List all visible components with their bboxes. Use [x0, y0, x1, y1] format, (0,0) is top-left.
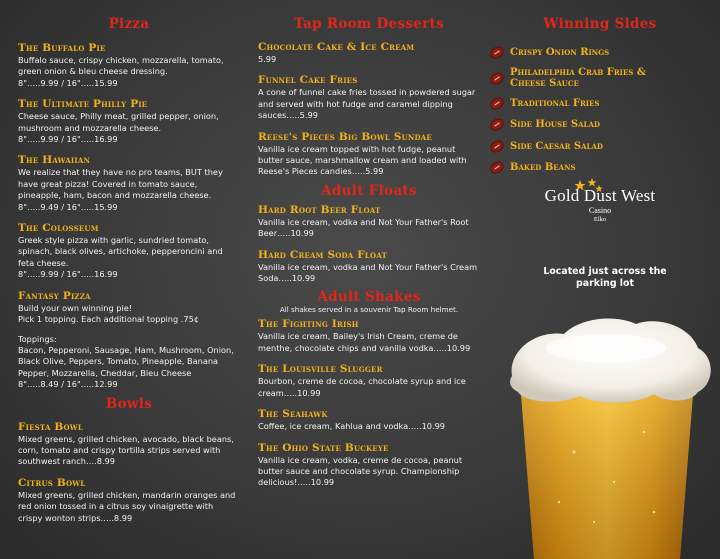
item-name: Hard Root Beer Float — [258, 203, 381, 216]
list-item — [490, 93, 710, 115]
menu-item — [18, 98, 240, 145]
item-name: The Buffalo Pie — [18, 42, 106, 54]
menu-item — [18, 42, 240, 89]
item-name: Citrus Bowl — [18, 476, 86, 489]
item-price: 8"…..9.99 / 16"…..15.99 — [18, 77, 118, 88]
item-name: Chocolate Cake & Ice Cream — [258, 41, 415, 53]
menu-item — [258, 131, 480, 178]
football-icon — [488, 69, 506, 86]
beer-glass-image — [494, 312, 720, 559]
location-note: Located just across the parking lot — [543, 266, 667, 289]
item-description: Bourbon, creme de cocoa, chocolate syrup and ice cream…..10.99 — [258, 376, 466, 398]
item-description: Buffalo sauce, crispy chicken, mozzarella, tomato, green onion & bleu cheese dressing. — [18, 55, 224, 77]
menu-item — [258, 74, 480, 121]
logo-name: Gold Dust West — [544, 186, 656, 205]
logo-line2: Elko — [593, 216, 607, 223]
item-description: Greek style pizza with garlic, sundried tomato, spinach, black olives, artichoke, pepperoncini and feta cheese. — [18, 235, 223, 268]
item-description: Coffee, ice cream, Kahlua and vodka…..10.99 — [258, 421, 446, 432]
item-name: The Ultimate Philly Pie — [18, 98, 148, 111]
item-description: Mixed greens, grilled chicken, mandarin oranges and red onion tossed in a citrus soy vinaigrette with crispy wonton strips…..8.99 — [18, 489, 236, 523]
item-name: The Seahawk — [258, 408, 328, 421]
menu-item — [258, 408, 480, 432]
menu-item — [258, 363, 480, 399]
item-description: Vanilla ice cream topped with hot fudge, peanut butter sauce, marshmallow cream and loaded with Reese's Pieces candies…..5.99 — [258, 143, 467, 177]
item-name: The Hawaiian — [18, 154, 91, 167]
side-label: Crispy Onion Rings — [510, 47, 610, 59]
sides-title: Winning Sides — [543, 16, 657, 32]
football-icon — [488, 116, 506, 133]
menu-item — [258, 442, 480, 489]
menu-item — [18, 477, 240, 524]
item-price: 8"…..9.99 / 16"…..16.99 — [18, 134, 118, 145]
side-label: Side Caesar Salad — [510, 140, 603, 152]
item-name: Funnel Cake Fries — [258, 74, 358, 87]
pizza-title: Pizza — [108, 16, 150, 32]
shakes-subtitle: All shakes served in a souvenir Tap Room helmet. — [279, 305, 459, 315]
football-icon — [488, 138, 506, 155]
item-name: Hard Cream Soda Float — [258, 248, 388, 261]
item-price: 8"…..9.99 / 16"…..16.99 — [18, 269, 118, 280]
football-icon — [488, 44, 506, 61]
item-description: Build your own winning pie! Pick 1 topping. Each additional topping .75¢ — [18, 302, 200, 325]
desserts-title: Tap Room Desserts — [294, 16, 444, 32]
item-name: Fiesta Bowl — [18, 420, 83, 433]
list-item — [490, 64, 710, 93]
menu-item — [18, 154, 240, 213]
item-description: Vanilla ice cream, Bailey's Irish Cream, creme de menthe, chocolate chips and vanilla vodka…..10.99 — [258, 331, 471, 353]
menu-item — [18, 222, 240, 281]
toppings-list: Bacon, Pepperoni, Sausage, Ham, Mushroom, Onion, Black Olive, Peppers, Tomato, Pineapple, Banana Pepper, Mozzarella, Cheddar, Bleu Cheese — [18, 344, 234, 378]
bowls-title: Bowls — [105, 395, 153, 412]
shakes-title: Adult Shakes — [317, 289, 421, 306]
list-item — [490, 136, 710, 158]
casino-logo — [520, 186, 680, 224]
item-description: Vanilla ice cream, vodka and Not Your Father's Cream Soda…..10.99 — [258, 261, 478, 284]
item-description: A cone of funnel cake fries tossed in powdered sugar and served with hot fudge and caramel dipping sauces…..5.99 — [258, 87, 476, 121]
list-item — [490, 157, 710, 179]
right-column — [490, 16, 710, 179]
list-item — [490, 114, 710, 136]
item-name: The Fighting Irish — [258, 318, 359, 331]
toppings-label: Toppings: — [18, 333, 57, 344]
side-label: Traditional Fries — [510, 97, 600, 109]
menu-item — [258, 41, 480, 65]
item-name: Reese's Pieces Big Bowl Sundae — [258, 130, 432, 143]
menu-item — [258, 249, 480, 285]
menu-item — [18, 290, 240, 326]
menu-item — [258, 318, 480, 354]
item-description: 5.99 — [258, 54, 277, 64]
item-name: The Colosseum — [18, 222, 99, 235]
menu-item — [258, 204, 480, 240]
football-icon — [488, 95, 506, 112]
left-column — [18, 16, 240, 533]
list-item — [490, 42, 710, 64]
item-description: Vanilla ice cream, vodka and Not Your Father's Root Beer…..10.99 — [258, 216, 469, 239]
toppings-price: 8"…..8.49 / 16"…..12.99 — [18, 379, 118, 390]
menu-item — [18, 421, 240, 468]
floats-title: Adult Floats — [321, 182, 417, 199]
item-name: The Louisville Slugger — [258, 363, 383, 376]
middle-column — [258, 16, 480, 498]
item-description: We realize that they have no pro teams, BUT they have great pizza! Covered in tomato sauce, pineapple, ham, bacon and mozzarella cheese. — [18, 167, 223, 201]
item-price: 8"…..9.49 / 16"…..15.99 — [18, 201, 118, 212]
side-label: Side House Salad — [510, 119, 600, 131]
side-label: Baked Beans — [510, 162, 576, 174]
side-label: Philadelphia Crab Fries & Cheese Sauce — [510, 67, 646, 89]
item-name: Fantasy Pizza — [18, 289, 91, 302]
football-icon — [488, 159, 506, 176]
toppings-block — [18, 334, 240, 391]
item-name: The Ohio State Buckeye — [258, 441, 389, 454]
item-description: Mixed greens, grilled chicken, avocado, black beans, corn, tomato and crispy tortilla strips served with southwest ranch….8.99 — [18, 433, 234, 467]
logo-line1: Casino — [588, 206, 612, 215]
sides-list — [490, 42, 710, 179]
item-description: Cheese sauce, Philly meat, grilled pepper, onion, mushroom and mozzarella cheese. — [18, 111, 219, 133]
item-description: Vanilla ice cream, vodka, creme de cocoa, peanut butter sauce and chocolate syrup. Championship delicious!…..10.99 — [258, 454, 463, 488]
